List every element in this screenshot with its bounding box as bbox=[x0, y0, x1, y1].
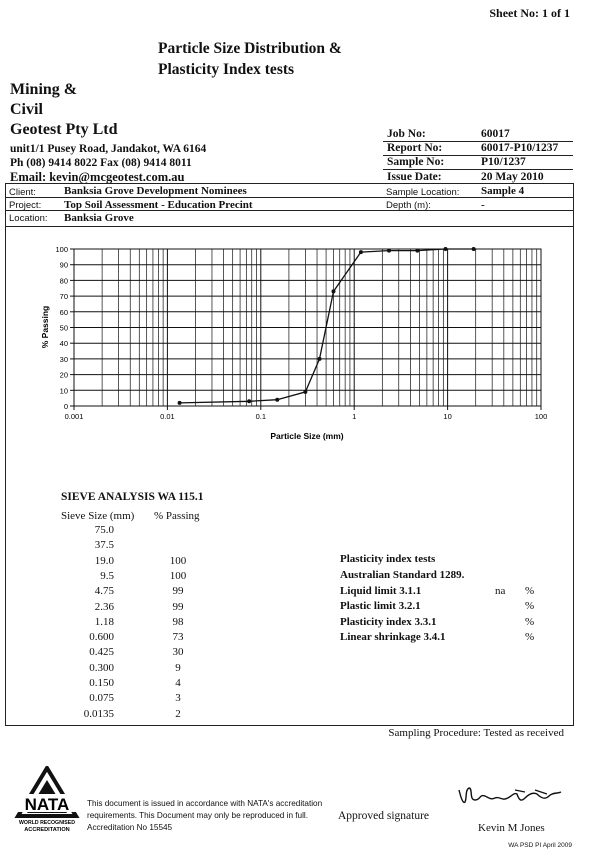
meta-rule bbox=[383, 155, 573, 156]
percent-passing-cell: 100 bbox=[169, 569, 187, 582]
sieve-size-cell: 37.5 bbox=[94, 539, 114, 552]
sample-location-values bbox=[481, 185, 524, 212]
project-value: Top Soil Assessment - Education Precint bbox=[64, 198, 253, 211]
notice-line-2: requirements. This Document may only be reproduced in full. bbox=[87, 811, 309, 820]
document-title bbox=[158, 38, 342, 80]
y-axis-label: % Passing bbox=[40, 305, 50, 349]
issue-date-label: Issue Date: bbox=[387, 170, 442, 183]
company-address: unit1/1 Pusey Road, Jandakot, WA 6164 bbox=[10, 143, 207, 155]
nata-notice bbox=[87, 798, 322, 834]
sieve-size-cell: 4.75 bbox=[94, 585, 114, 598]
nata-sub-1: WORLD RECOGNISED bbox=[19, 820, 75, 826]
report-no-label: Report No: bbox=[387, 142, 443, 155]
sieve-analysis-title: SIEVE ANALYSIS WA 115.1 bbox=[61, 491, 204, 503]
x-axis-label: Particle Size (mm) bbox=[270, 431, 344, 441]
approved-signature-label: Approved signature bbox=[338, 810, 430, 822]
x-tick-label: 0.01 bbox=[160, 412, 175, 421]
sieve-size-cell: 75.0 bbox=[94, 524, 114, 536]
sieve-size-cell: 1.18 bbox=[94, 615, 114, 628]
report-no-value: 60017-P10/1237 bbox=[481, 142, 559, 155]
grading-curve-point bbox=[331, 289, 335, 293]
plasticity-test-unit: % bbox=[525, 615, 535, 628]
percent-passing-cell: 30 bbox=[172, 646, 184, 659]
percent-passing-cell: 73 bbox=[172, 631, 184, 644]
sample-location-label: Sample Location: bbox=[386, 187, 460, 198]
nata-logo bbox=[12, 766, 82, 836]
title-line-1: Particle Size Distribution & bbox=[158, 40, 342, 57]
y-tick-label: 0 bbox=[63, 402, 68, 411]
location-label: Location: bbox=[9, 213, 48, 224]
company-name bbox=[10, 80, 118, 140]
percent-passing-cell: 9 bbox=[175, 661, 181, 674]
grading-curve-point bbox=[275, 398, 279, 402]
chart-series bbox=[178, 247, 476, 405]
title-line-2: Plasticity Index tests bbox=[158, 61, 295, 78]
chart-grid bbox=[74, 249, 541, 406]
signer-name: Kevin M Jones bbox=[478, 822, 545, 834]
y-tick-label: 20 bbox=[59, 370, 68, 380]
company-line-2: Civil bbox=[10, 101, 43, 118]
notice-line-3: Accreditation No 15545 bbox=[87, 823, 173, 832]
sieve-size-cell: 0.0135 bbox=[83, 707, 114, 720]
plasticity-test-label: Linear shrinkage 3.4.1 bbox=[340, 630, 446, 643]
plasticity-test-value: na bbox=[495, 585, 506, 597]
info-values bbox=[64, 185, 253, 226]
sampling-procedure: Sampling Procedure: Tested as received bbox=[388, 727, 564, 739]
y-tick-label: 30 bbox=[59, 354, 68, 364]
sieve-size-cell: 0.425 bbox=[89, 646, 114, 659]
y-tick-label: 70 bbox=[59, 292, 68, 302]
grading-curve-point bbox=[178, 401, 182, 405]
company-line-1: Mining & bbox=[10, 81, 78, 98]
plasticity-standard: Australian Standard 1289. bbox=[340, 569, 465, 581]
grading-curve-point bbox=[444, 247, 448, 251]
nata-logo-text: NATA bbox=[24, 795, 70, 814]
grading-curve-point bbox=[415, 249, 419, 253]
company-email: Email: kevin@mcgeotest.com.au bbox=[10, 170, 185, 185]
y-tick-label: 100 bbox=[55, 245, 68, 254]
sieve-size-cell: 0.300 bbox=[89, 661, 114, 674]
x-tick-label: 100 bbox=[534, 412, 548, 421]
sheet-number: Sheet No: 1 of 1 bbox=[489, 6, 570, 20]
form-reference: WA PSD PI April 2009 bbox=[508, 842, 572, 849]
job-no-label: Job No: bbox=[387, 128, 426, 140]
y-tick-label: 80 bbox=[59, 276, 68, 286]
depth-label: Depth (m): bbox=[386, 200, 431, 211]
info-divider bbox=[5, 226, 574, 227]
company-line-3: Geotest Pty Ltd bbox=[10, 121, 118, 138]
grading-curve-point bbox=[303, 390, 307, 394]
plasticity-test-label: Plastic limit 3.2.1 bbox=[340, 600, 421, 613]
grading-curve-point bbox=[317, 357, 321, 361]
x-tick-label: 0.001 bbox=[64, 412, 84, 421]
project-label: Project: bbox=[9, 200, 42, 211]
grading-curve-point bbox=[387, 249, 391, 253]
percent-passing-cell: 99 bbox=[172, 585, 184, 598]
plasticity-title: Plasticity index tests bbox=[340, 553, 436, 565]
x-tick-label: 0.1 bbox=[255, 412, 267, 421]
sample-location-labels bbox=[386, 186, 459, 212]
plasticity-test-unit: % bbox=[525, 630, 535, 643]
percent-passing-cell: 4 bbox=[175, 677, 181, 689]
sample-no-value: P10/1237 bbox=[481, 156, 526, 169]
sieve-size-cell: 9.5 bbox=[100, 569, 114, 582]
sieve-size-cell: 0.600 bbox=[89, 631, 114, 644]
grading-curve-point bbox=[359, 250, 363, 254]
client-value: Banksia Grove Development Nominees bbox=[64, 185, 247, 197]
sieve-size-cell: 0.150 bbox=[89, 677, 114, 689]
sieve-size-cell: 19.0 bbox=[94, 554, 114, 567]
y-tick-label: 60 bbox=[59, 307, 68, 317]
location-value: Banksia Grove bbox=[64, 212, 134, 225]
particle-size-chart bbox=[0, 235, 600, 445]
percent-passing-cell: 98 bbox=[172, 615, 184, 628]
percent-passing-cell: 100 bbox=[169, 554, 187, 567]
meta-rule bbox=[383, 169, 573, 170]
sample-no-label: Sample No: bbox=[387, 156, 445, 169]
notice-line-1: This document is issued in accordance with NATA's accreditation bbox=[87, 799, 323, 808]
sieve-size-cell: 0.075 bbox=[89, 692, 114, 705]
sieve-size-header: Sieve Size (mm) bbox=[61, 510, 135, 522]
depth-value: - bbox=[481, 198, 485, 211]
meta-rule bbox=[383, 141, 573, 142]
percent-passing-cell: 3 bbox=[175, 692, 181, 705]
sieve-size-cell: 2.36 bbox=[94, 600, 114, 613]
grading-curve-point bbox=[247, 399, 251, 403]
chart-axes bbox=[55, 245, 547, 421]
client-label: Client: bbox=[9, 187, 36, 198]
job-no-value: 60017 bbox=[481, 128, 510, 140]
company-contact bbox=[10, 142, 206, 185]
nata-sub-2: ACCREDITATION bbox=[24, 827, 70, 833]
plasticity-test-unit: % bbox=[525, 600, 535, 613]
percent-passing-header: % Passing bbox=[154, 510, 200, 522]
grading-curve-point bbox=[472, 247, 476, 251]
x-tick-label: 10 bbox=[443, 412, 452, 421]
plasticity-test-label: Liquid limit 3.1.1 bbox=[340, 585, 422, 597]
y-tick-label: 10 bbox=[59, 386, 68, 396]
handwritten-signature bbox=[455, 780, 565, 815]
info-labels bbox=[9, 186, 48, 225]
y-tick-label: 50 bbox=[59, 323, 68, 333]
company-phone-fax: Ph (08) 9414 8022 Fax (08) 9414 8011 bbox=[10, 157, 192, 170]
issue-date-value: 20 May 2010 bbox=[481, 170, 544, 183]
plasticity-test-label: Plasticity index 3.3.1 bbox=[340, 615, 437, 628]
plasticity-test-unit: % bbox=[525, 585, 535, 597]
x-tick-label: 1 bbox=[352, 412, 357, 421]
y-tick-label: 40 bbox=[59, 339, 68, 349]
percent-passing-cell: 2 bbox=[175, 707, 181, 720]
percent-passing-cell: 99 bbox=[172, 600, 184, 613]
sample-location-value: Sample 4 bbox=[481, 185, 525, 197]
y-tick-label: 90 bbox=[59, 260, 68, 270]
